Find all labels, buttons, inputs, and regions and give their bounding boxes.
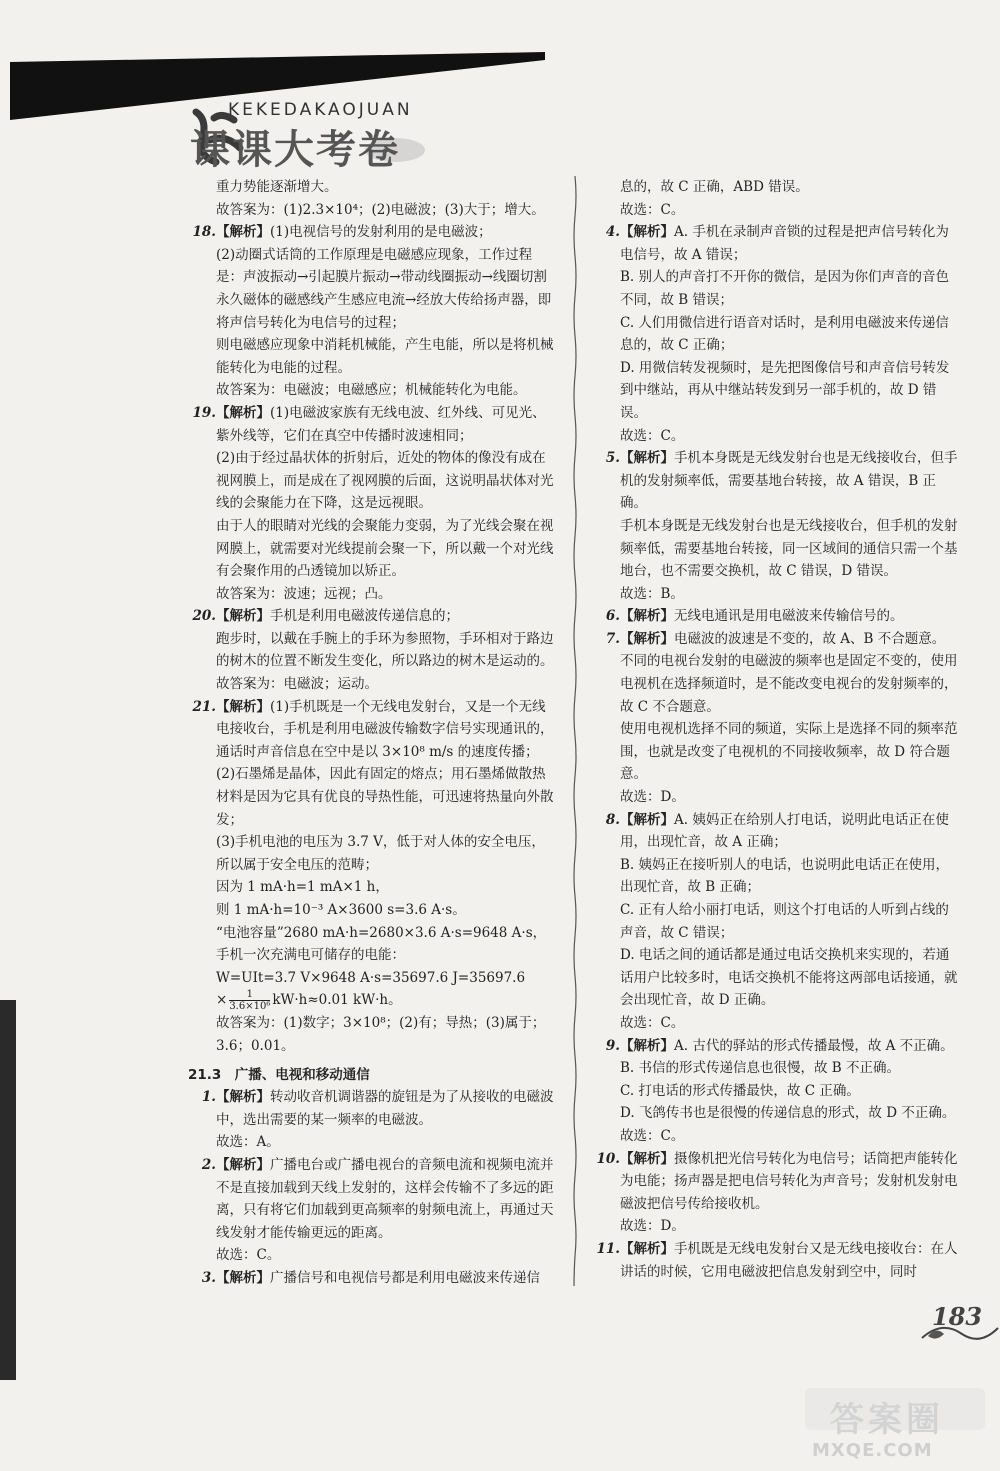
answer-item xyxy=(188,1267,556,1290)
item-number: 7. xyxy=(605,630,620,647)
item-number: 20. xyxy=(192,608,216,625)
analysis-tag: 【解析】 xyxy=(216,1269,270,1286)
answer-line: 故选：C。 xyxy=(620,1014,685,1031)
analysis-tag: 【解析】 xyxy=(620,630,674,647)
answer-line: B. 别人的声音打不开你的微信，是因为你们声音的音色不同，故 B 错误； xyxy=(620,269,950,308)
analysis-tag: 【解析】 xyxy=(620,450,674,467)
answer-item xyxy=(592,447,960,515)
answer-item xyxy=(188,605,556,628)
answer-line: 故答案为：电磁波；运动。 xyxy=(216,676,378,693)
answer-line: 息的，故 C 正确，ABD 错误。 xyxy=(620,179,809,195)
item-number: 6. xyxy=(605,608,620,625)
answer-item xyxy=(188,221,556,244)
answer-line: 手机本身既是无线发射台也是无线接收台，但手机的发射频率低，需要基地台转接，同一区域间的通信只需一个基地台，也不需要交换机，故 C 错误，D 错误。 xyxy=(620,517,958,580)
answer-item xyxy=(188,1086,556,1131)
item-number: 8. xyxy=(605,811,620,828)
brand-english: KEKEDAKAOJUAN xyxy=(228,100,413,120)
page-number: 183 xyxy=(932,1302,983,1331)
analysis-tag: 【解析】 xyxy=(216,1089,270,1106)
item-text: A. 姨妈正在给别人打电话，说明此电话正在使用，出现忙音，故 A 正确； xyxy=(620,811,949,851)
answer-line: 故答案为：(1)数字；3×10⁸；(2)有；导热；(3)属于；3.6；0.01。 xyxy=(216,1015,546,1054)
answer-line: 故选：C。 xyxy=(620,427,685,444)
brand-chinese: 课课大考卷 xyxy=(190,126,400,173)
analysis-tag: 【解析】 xyxy=(216,1156,270,1173)
analysis-tag: 【解析】 xyxy=(620,1240,674,1257)
answer-line: (2)动圈式话筒的工作原理是电磁感应现象，工作过程是：声波振动→引起膜片振动→带动线圈振动→线圈切割永久磁体的磁感线产生感应电流→经放大传给扬声器，即将声信号转化为电信号的过程； xyxy=(216,246,552,331)
right-column xyxy=(592,176,960,1283)
formula-prefix: × xyxy=(216,992,228,1009)
answer-item xyxy=(592,1238,960,1283)
answer-line: 故答案为：(1)2.3×10⁴；(2)电磁波；(3)大于；增大。 xyxy=(216,201,545,218)
answer-line: D. 电话之间的通话都是通过电话交换机来实现的，若通话用户比较多时，电话交换机不能将这两部电话接通，就会出现忙音，故 D 正确。 xyxy=(620,947,958,1009)
item-text: 转动收音机调谐器的旋钮是为了从接收的电磁波中，选出需要的某一频率的电磁波。 xyxy=(216,1089,554,1128)
answer-item xyxy=(592,221,960,266)
answer-line: (3)手机电池的电压为 3.7 V，低于对人体的安全电压，所以属于安全电压的范畴； xyxy=(216,834,545,873)
watermark-label: 答案圈 xyxy=(830,1400,944,1440)
answer-line: 因为 1 mA·h=1 mA×1 h， xyxy=(216,879,389,896)
answer-line: D. 飞鸽传书也是很慢的传递信息的形式，故 D 不正确。 xyxy=(620,1105,956,1122)
formula-line xyxy=(188,989,556,1012)
item-text: (1)电磁波家族有无线电波、红外线、可见光、紫外线等，它们在真空中传播时波速相同； xyxy=(216,404,546,444)
answer-line: 跑步时，以戴在手腕上的手环为参照物，手环相对于路边的树木的位置不断发生变化，所以路边的树木是运动的。 xyxy=(216,630,554,670)
analysis-tag: 【解析】 xyxy=(620,811,674,828)
fraction xyxy=(229,989,270,1012)
answer-line: D. 用微信转发视频时，是先把图像信号和声音信号转发到中继站，再从中继站转发到另一部手机的，故 D 错误。 xyxy=(620,359,950,421)
answer-line: W=UIt=3.7 V×9648 A·s=35697.6 J=35697.6 xyxy=(216,969,526,986)
answer-line: B. 姨妈正在接听别人的电话，也说明此电话正在使用，出现忙音，故 B 正确； xyxy=(620,856,950,896)
answer-line: 不同的电视台发射的电磁波的频率也是固定不变的，使用电视机在选择频道时，是不能改变电视台的发射频率的，故 C 不合题意。 xyxy=(620,653,958,715)
item-number: 4. xyxy=(605,224,620,241)
answer-line: 故答案为：波速；远视；凸。 xyxy=(216,585,392,602)
item-number: 21. xyxy=(192,698,216,715)
answer-item xyxy=(188,696,556,764)
answer-line: 故选：C。 xyxy=(620,1127,685,1144)
item-number: 11. xyxy=(596,1240,620,1257)
answer-item xyxy=(592,1035,960,1058)
item-text: 电磁波的波速是不变的，故 A、B 不合题意。 xyxy=(674,630,946,647)
answer-line: B. 书信的形式传递信息也很慢，故 B 不正确。 xyxy=(620,1060,901,1077)
analysis-tag: 【解析】 xyxy=(620,608,674,625)
answer-line: 则电磁感应现象中消耗机械能，产生电能，所以是将机械能转化为电能的过程。 xyxy=(216,337,554,376)
analysis-tag: 【解析】 xyxy=(216,698,270,715)
item-number: 5. xyxy=(605,450,620,467)
answer-line: 使用电视机选择不同的频道，实际上是选择不同的频率范围，也就是改变了电视机的不同接收频率，故 D 符合题意。 xyxy=(620,721,958,783)
analysis-tag: 【解析】 xyxy=(620,1037,674,1054)
item-number: 1. xyxy=(201,1089,216,1106)
item-text: A. 古代的驿站的形式传播最慢，故 A 不正确。 xyxy=(674,1037,954,1054)
item-text: A. 手机在录制声音锁的过程是把声信号转化为电信号，故 A 错误； xyxy=(620,224,949,263)
answer-line: C. 打电话的形式传播最快，故 C 正确。 xyxy=(620,1082,860,1099)
answer-line: 由于人的眼睛对光线的会聚能力变弱，为了光线会聚在视网膜上，就需要对光线提前会聚一下，所以戴一个对光线有会聚作用的凸透镜加以矫正。 xyxy=(216,517,554,580)
answer-line: 重力势能逐渐增大。 xyxy=(216,179,338,195)
item-text: 手机既是无线电发射台又是无线电接收台：在人讲话的时候，它用电磁波把信息发射到空中，同时 xyxy=(620,1240,958,1280)
item-text: (1)手机既是一个无线电发射台，又是一个无线电接收台，手机是利用电磁波传输数字信号实现通讯的，通话时声音信息在空中是以 3×10⁸ m/s 的速度传播； xyxy=(216,698,554,760)
item-text: 广播信号和电视信号都是利用电磁波来传递信 xyxy=(270,1269,540,1286)
answer-line: 故选：A。 xyxy=(216,1134,280,1151)
answer-line: (2)石墨烯是晶体，因此有固定的熔点；用石墨烯做散热材料是因为它具有优良的导热性能，可迅速将热量向外散发； xyxy=(216,766,554,828)
answer-line: 则 1 mA·h=10⁻³ A×3600 s=3.6 A·s。 xyxy=(216,902,466,918)
header-banner xyxy=(0,0,1000,190)
answer-line: (2)由于经过晶状体的折射后，近处的物体的像没有成在视网膜上，而是成在了视网膜的后面，这说明晶状体对光线的会聚能力在下降，这是远视眼。 xyxy=(216,450,554,512)
analysis-tag: 【解析】 xyxy=(216,608,270,625)
analysis-tag: 【解析】 xyxy=(620,1150,674,1167)
answer-line: 故选：D。 xyxy=(620,1218,685,1235)
analysis-tag: 【解析】 xyxy=(216,224,270,241)
answer-item xyxy=(592,605,960,628)
answer-line: 故选：B。 xyxy=(620,585,684,602)
column-divider xyxy=(573,176,577,1286)
item-number: 10. xyxy=(596,1150,620,1167)
formula-suffix: kW·h≈0.01 kW·h。 xyxy=(272,992,402,1009)
binding-edge xyxy=(0,1000,16,1380)
answer-line: 故答案为：电磁波；电磁感应；机械能转化为电能。 xyxy=(216,382,527,399)
answer-line: “电池容量”2680 mA·h=2680×3.6 A·s=9648 A·s， xyxy=(216,924,547,941)
item-number: 18. xyxy=(192,224,216,241)
answer-line: 故选：C。 xyxy=(216,1247,281,1264)
left-column xyxy=(188,176,556,1290)
item-text: (1)电视信号的发射利用的是电磁波； xyxy=(270,224,492,241)
item-number: 19. xyxy=(192,404,216,421)
answer-line: 手机一次充满电可储存的电能： xyxy=(216,947,405,964)
answer-item xyxy=(592,809,960,854)
item-text: 广播电台或广播电视台的音频电流和视频电流并不是直接加载到天线上发射的，这样会传输不了多远的距离，只有将它们加载到更高频率的射频电流上，再通过天线发射才能传输更远的距离。 xyxy=(216,1156,554,1241)
answer-item xyxy=(592,1148,960,1216)
fraction-numerator: 1 xyxy=(229,989,270,1001)
item-number: 9. xyxy=(605,1037,620,1054)
answer-item xyxy=(188,402,556,447)
fraction-denominator: 3.6×10⁶ xyxy=(229,1001,271,1013)
item-number: 3. xyxy=(201,1269,216,1286)
item-text: 手机是利用电磁波传递信息的； xyxy=(270,608,459,625)
analysis-tag: 【解析】 xyxy=(216,404,270,421)
answer-item xyxy=(188,1154,556,1244)
analysis-tag: 【解析】 xyxy=(620,224,674,241)
item-text: 无线电通讯是用电磁波来传输信号的。 xyxy=(674,608,904,625)
item-text: 手机本身既是无线发射台也是无线接收台，但手机的发射频率低，需要基地台转接，故 A 错误，B 正确。 xyxy=(620,450,958,512)
answer-item xyxy=(592,628,960,651)
item-number: 2. xyxy=(201,1156,216,1173)
answer-line: 故选：D。 xyxy=(620,789,685,806)
section-heading: 21.3 广播、电视和移动通信 xyxy=(188,1066,370,1083)
answer-line: C. 正有人给小丽打电话，则这个打电话的人听到占线的声音，故 C 错误； xyxy=(620,902,949,941)
answer-line: C. 人们用微信进行语音对话时，是利用电磁波来传递信息的，故 C 正确； xyxy=(620,314,949,354)
item-text: 摄像机把光信号转化为电信号；话筒把声能转化为电能；扬声器是把电信号转化为声音号；发射机发射电磁波把信号传给接收机。 xyxy=(620,1150,958,1212)
answer-line: 故选：C。 xyxy=(620,201,685,218)
watermark-site: MXQE.COM xyxy=(812,1440,933,1461)
